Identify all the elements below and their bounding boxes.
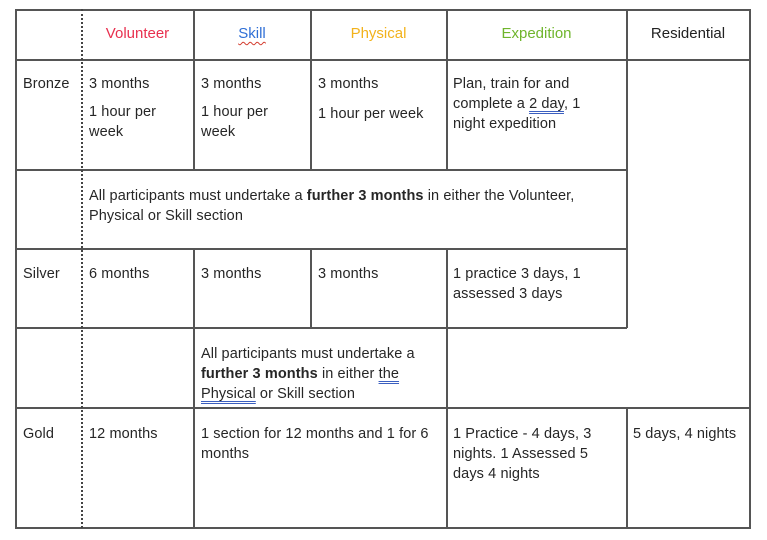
gold-residential: 5 days, 4 nights (633, 426, 737, 442)
gold-level-label: Gold (23, 426, 55, 442)
level-column-divider (81, 9, 83, 528)
table-border-right (749, 9, 751, 528)
col-divider-expedition-residential-b (626, 407, 628, 528)
gold-volunteer: 12 months (89, 426, 158, 442)
row-separator-bronze (15, 169, 627, 171)
row-separator-bronze-note (15, 248, 627, 250)
header-volunteer: Volunteer (105, 25, 170, 42)
row-separator-header (15, 59, 751, 61)
bronze-volunteer-duration: 3 months (89, 76, 150, 92)
header-residential: Residential (650, 25, 726, 42)
gold-skill-physical: 1 section for 12 months and 1 for 6 months (201, 426, 429, 462)
silver-note-bold: further 3 months (201, 366, 318, 382)
bronze-expedition-text-1: Plan, train for and complete a (453, 76, 570, 112)
silver-further-months-note (201, 344, 441, 404)
col-divider-physical-expedition-b (446, 248, 448, 528)
silver-note-suffix: or Skill section (255, 386, 356, 402)
bronze-note-suffix: in either the Volunteer, Physical or Skill section (89, 188, 575, 224)
bronze-skill-time: 1 hour per week (201, 104, 269, 140)
table-border-top (15, 9, 751, 11)
gold-expedition: 1 Practice - 4 days, 3 nights. 1 Assessed 5 days 4 nights (453, 426, 592, 482)
silver-volunteer: 6 months (89, 266, 150, 282)
silver-physical: 3 months (318, 266, 379, 282)
bronze-expedition-link[interactable]: 2 day (529, 96, 564, 112)
row-separator-silver (15, 327, 627, 329)
col-divider-volunteer-skill-b (193, 248, 195, 528)
silver-note-prefix: All participants must undertake a (201, 346, 415, 362)
header-skill-label: Skill (238, 25, 266, 42)
bronze-skill-duration: 3 months (201, 76, 262, 92)
bronze-physical-duration: 3 months (318, 76, 379, 92)
bronze-physical-time: 1 hour per week (318, 106, 424, 122)
col-divider-skill-physical-b (310, 248, 312, 328)
silver-level-label: Silver (23, 266, 60, 282)
header-physical: Physical (350, 25, 407, 42)
bronze-volunteer-time: 1 hour per week (89, 104, 157, 140)
silver-skill: 3 months (201, 266, 262, 282)
header-skill (194, 24, 310, 44)
silver-note-link[interactable]: the Physical (201, 366, 400, 402)
header-expedition: Expedition (501, 25, 572, 42)
table-border-left (15, 9, 17, 528)
col-divider-expedition-residential-a (626, 9, 628, 328)
bronze-note-bold: further 3 months (306, 188, 424, 204)
row-separator-silver-note (15, 407, 751, 409)
bronze-further-months-note (89, 186, 624, 226)
bronze-expedition-text-2: , 1 night expedition (453, 96, 581, 132)
table-border-bottom (15, 527, 751, 529)
bronze-note-prefix: All participants must undertake a (89, 188, 307, 204)
bronze-expedition (453, 74, 603, 134)
silver-note-middle: in either (317, 366, 379, 382)
bronze-level-label: Bronze (23, 76, 70, 92)
silver-expedition: 1 practice 3 days, 1 assessed 3 days (453, 266, 581, 302)
